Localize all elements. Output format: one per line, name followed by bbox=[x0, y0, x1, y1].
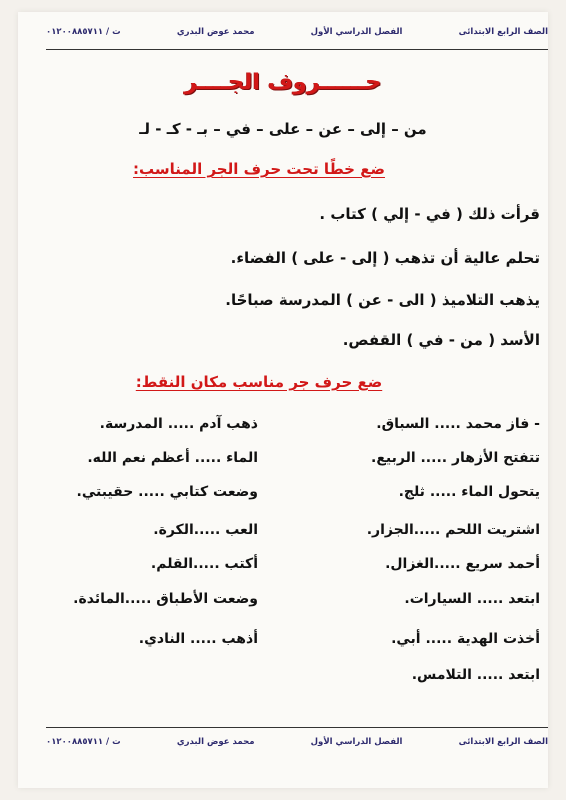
footer-grade: الصف الرابع الابتدائى bbox=[458, 737, 548, 747]
header-divider bbox=[46, 49, 548, 50]
section2-left-item: ذهب آدم ..... المدرسة. bbox=[99, 416, 258, 432]
header-phone: ت / ٠١٢٠٠٨٨٥٧١١ bbox=[46, 27, 121, 37]
page-footer bbox=[46, 734, 548, 750]
section2-left-item: وضعت الأطباق .....المائدة. bbox=[73, 591, 258, 607]
preposition-list: من – إلى – عن – على – في – بـ - كـ - لـ bbox=[139, 120, 427, 138]
section2-right-item: يتحول الماء ..... ثلج. bbox=[398, 484, 540, 500]
section1-heading: ضع خطًا تحت حرف الجر المناسب: bbox=[133, 160, 385, 178]
section2-right-item: - فاز محمد ..... السباق. bbox=[376, 416, 540, 432]
section2-right-item: اشتريت اللحم .....الجزار. bbox=[366, 522, 540, 538]
section2-right-item: ابتعد ..... التلامس. bbox=[411, 667, 540, 683]
section2-left-item: وضعت كتابي ..... حقيبتي. bbox=[76, 484, 258, 500]
section1-item: يذهب التلاميذ ( الى - عن ) المدرسة صباحًا. bbox=[225, 291, 540, 309]
section2-right-item: ابتعد ..... السيارات. bbox=[404, 591, 540, 607]
section2-left-item: الماء ..... أعظم نعم الله. bbox=[87, 450, 258, 466]
section2-heading: ضع حرف جر مناسب مكان النقط: bbox=[135, 373, 383, 391]
footer-phone: ت / ٠١٢٠٠٨٨٥٧١١ bbox=[46, 737, 121, 747]
section1-item: قرأت ذلك ( في - إلي ) كتاب . bbox=[319, 205, 540, 223]
header-author: محمد عوض البدري bbox=[176, 27, 255, 37]
page-header bbox=[46, 24, 548, 40]
section2-right-item: تتفتح الأزهار ..... الربيع. bbox=[371, 450, 540, 466]
footer-term: الفصل الدراسي الأول bbox=[310, 737, 403, 747]
section2-left-item: العب .....الكرة. bbox=[153, 522, 258, 538]
section2-left-item: أكتب .....القلم. bbox=[150, 556, 258, 572]
header-term: الفصل الدراسي الأول bbox=[310, 27, 403, 37]
section1-item: تحلم عالية أن تذهب ( إلى - على ) الفضاء. bbox=[230, 249, 540, 267]
title-wrap bbox=[0, 70, 566, 95]
footer-divider bbox=[46, 727, 548, 728]
section2-left-item: أذهب ..... النادي. bbox=[138, 631, 258, 647]
header-grade: الصف الرابع الابتدائى bbox=[458, 27, 548, 37]
page-title: حــــــروف الجــــر bbox=[184, 70, 382, 95]
section1-item: الأسد ( من - في ) القفص. bbox=[342, 331, 540, 349]
footer-author: محمد عوض البدري bbox=[176, 737, 255, 747]
section2-right-item: أحمد سريع .....الغزال. bbox=[385, 556, 540, 572]
section2-right-item: أخذت الهدية ..... أبي. bbox=[391, 631, 540, 647]
